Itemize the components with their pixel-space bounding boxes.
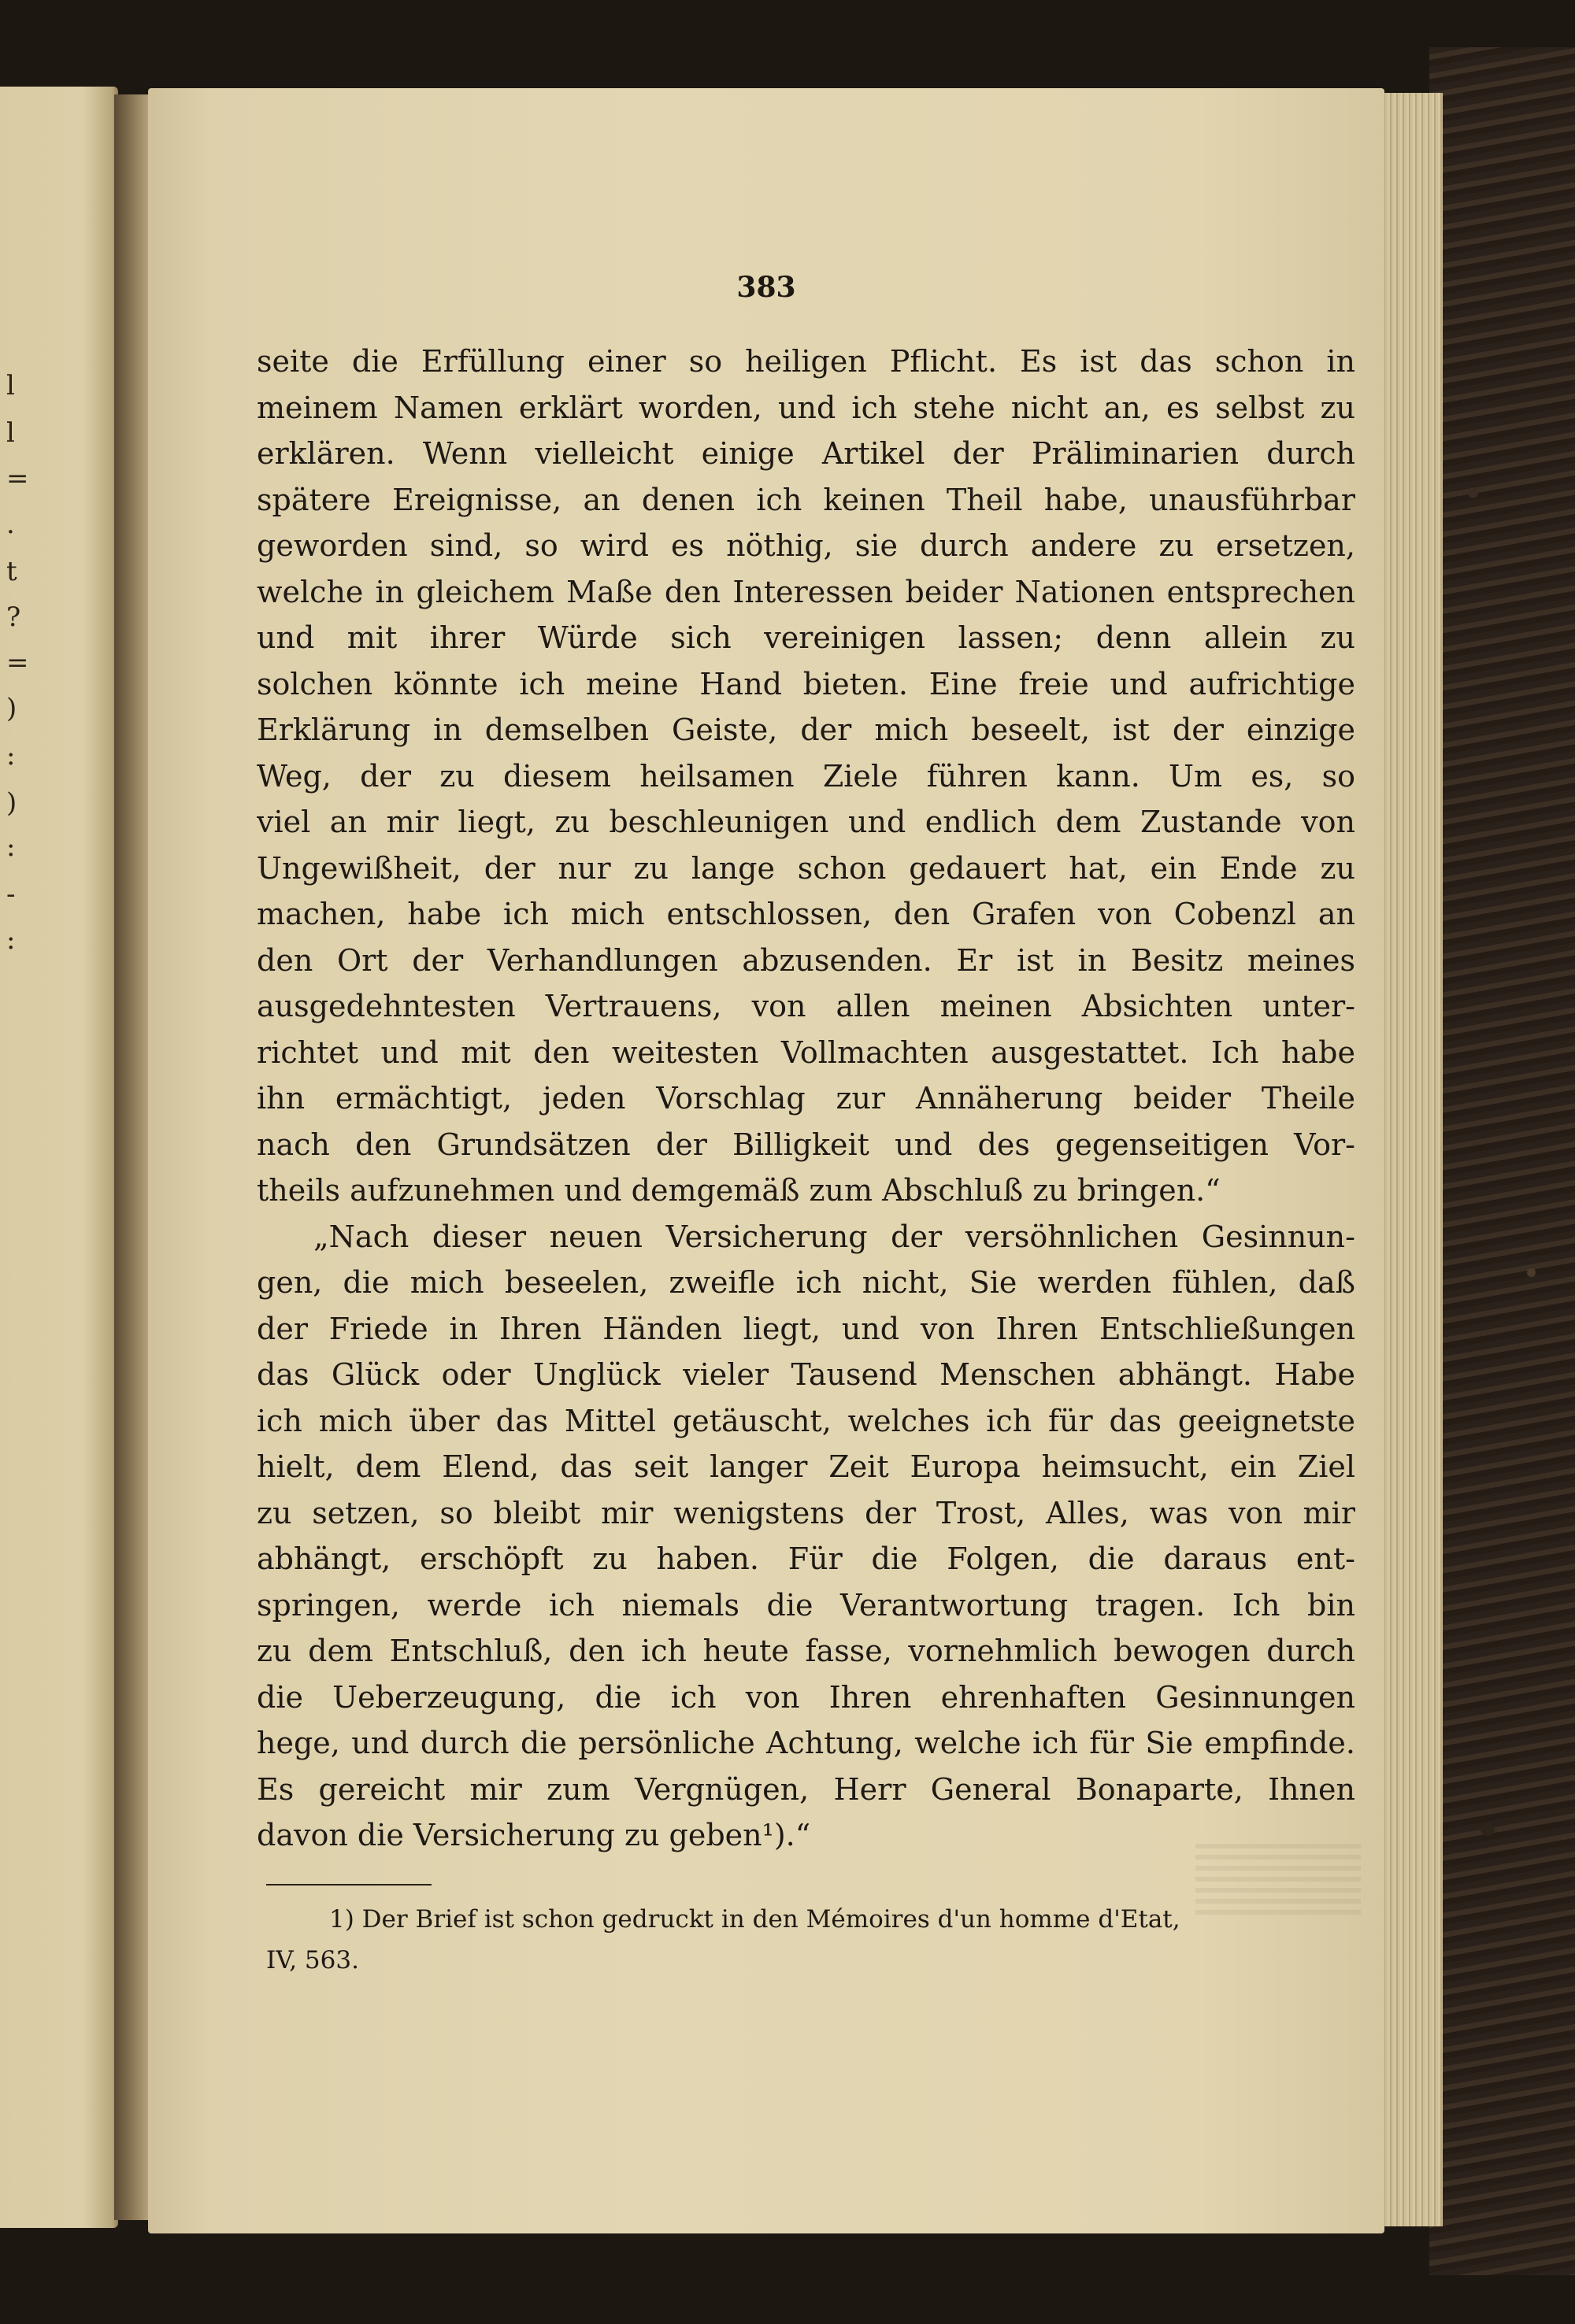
marbled-cover bbox=[1429, 47, 1575, 2275]
text-line: den Ort der Verhandlungen abzusenden. Er ist in Besitz meines bbox=[257, 942, 1355, 978]
text-line: und mit ihrer Würde sich vereinigen lassen; denn allein zu bbox=[257, 620, 1355, 655]
text-line: meinem Namen erklärt worden, und ich stehe nicht an, es selbst zu bbox=[257, 390, 1355, 425]
text-line: solchen könnte ich meine Hand bieten. Eine freie und aufrichtige bbox=[257, 666, 1355, 701]
margin-mark: : bbox=[6, 831, 16, 863]
margin-mark: ? bbox=[6, 601, 21, 633]
footnote-line: IV, 563. bbox=[266, 1946, 359, 1974]
text-line: springen, werde ich niemals die Verantwortung tragen. Ich bin bbox=[257, 1587, 1355, 1623]
text-line: nach den Grundsätzen der Billigkeit und des gegenseitigen Vor- bbox=[257, 1127, 1355, 1162]
text-line: theils aufzunehmen und demgemäß zum Abschluß zu bringen.“ bbox=[257, 1173, 1221, 1208]
margin-mark: l bbox=[6, 370, 15, 402]
margin-mark: t bbox=[6, 556, 17, 587]
page-number: 383 bbox=[736, 271, 796, 304]
text-line: erklären. Wenn vielleicht einige Artikel der Präliminarien durch bbox=[257, 436, 1355, 471]
text-line: die Ueberzeugung, die ich von Ihren ehrenhaften Gesinnungen bbox=[257, 1679, 1355, 1715]
text-line: „Nach dieser neuen Versicherung der versöhnlichen Gesinnun- bbox=[313, 1219, 1355, 1254]
body-text bbox=[257, 339, 1355, 1859]
margin-mark: = bbox=[6, 463, 29, 494]
text-line: abhängt, erschöpft zu haben. Für die Folgen, die daraus ent- bbox=[257, 1541, 1355, 1576]
footnote-rule bbox=[266, 1884, 432, 1885]
text-line: seite die Erfüllung einer so heiligen Pflicht. Es ist das schon in bbox=[257, 344, 1355, 379]
text-line: Es gereicht mir zum Vergnügen, Herr General Bonaparte, Ihnen bbox=[257, 1771, 1355, 1807]
text-line: zu dem Entschluß, den ich heute fasse, vornehmlich bewogen durch bbox=[257, 1634, 1355, 1668]
text-line: Erklärung in demselben Geiste, der mich beseelt, ist der einzige bbox=[257, 712, 1355, 747]
book-page bbox=[148, 88, 1384, 2233]
text-line: gen, die mich beseelen, zweifle ich nicht, Sie werden fühlen, daß bbox=[257, 1265, 1355, 1300]
text-line: hege, und durch die persönliche Achtung, welche ich für Sie empfinde. bbox=[257, 1726, 1355, 1760]
footnote-line: 1) Der Brief ist schon gedruckt in den Mémoires d'un homme d'Etat, bbox=[329, 1905, 1180, 1934]
text-line: viel an mir liegt, zu beschleunigen und endlich dem Zustande von bbox=[257, 805, 1355, 839]
margin-mark: - bbox=[6, 879, 16, 910]
text-line: welche in gleichem Maße den Interessen beider Nationen entsprechen bbox=[257, 574, 1355, 609]
text-line: zu setzen, so bleibt mir wenigstens der Trost, Alles, was von mir bbox=[257, 1495, 1355, 1530]
margin-mark: : bbox=[6, 740, 16, 772]
text-line: ihn ermächtigt, jeden Vorschlag zur Annäherung beider Theile bbox=[257, 1081, 1355, 1116]
text-line: Ungewißheit, der nur zu lange schon gedauert hat, ein Ende zu bbox=[257, 850, 1355, 886]
margin-mark: = bbox=[6, 647, 29, 679]
text-line: machen, habe ich mich entschlossen, den Grafen von Cobenzl an bbox=[257, 897, 1355, 931]
text-line: richtet und mit den weitesten Vollmachten ausgestattet. Ich habe bbox=[257, 1034, 1355, 1070]
margin-mark: : bbox=[6, 924, 16, 956]
text-line: geworden sind, so wird es nöthig, sie durch andere zu ersetzen, bbox=[257, 528, 1355, 563]
previous-page-text-fragments bbox=[0, 87, 29, 2228]
text-line: ausgedehntesten Vertrauens, von allen meinen Absichten unter- bbox=[257, 989, 1355, 1023]
previous-page-edge bbox=[0, 87, 118, 2228]
text-line: der Friede in Ihren Händen liegt, und von Ihren Entschließungen bbox=[257, 1311, 1355, 1346]
margin-mark: ) bbox=[6, 693, 17, 724]
text-line: spätere Ereignisse, an denen ich keinen Theil habe, unausführbar bbox=[257, 482, 1355, 517]
text-line: ich mich über das Mittel getäuscht, welches ich für das geeignetste bbox=[257, 1403, 1355, 1438]
margin-mark: l bbox=[6, 417, 15, 449]
text-line: hielt, dem Elend, das seit langer Zeit Europa heimsucht, ein Ziel bbox=[257, 1449, 1355, 1484]
margin-mark: . bbox=[6, 509, 15, 540]
page-edges bbox=[1380, 93, 1443, 2226]
text-line: Weg, der zu diesem heilsamen Ziele führen kann. Um es, so bbox=[257, 758, 1355, 794]
text-line: davon die Versicherung zu geben¹).“ bbox=[257, 1818, 811, 1852]
margin-mark: ) bbox=[6, 787, 17, 819]
text-line: das Glück oder Unglück vieler Tausend Menschen abhängt. Habe bbox=[257, 1357, 1355, 1392]
footnote bbox=[266, 1899, 1353, 1981]
